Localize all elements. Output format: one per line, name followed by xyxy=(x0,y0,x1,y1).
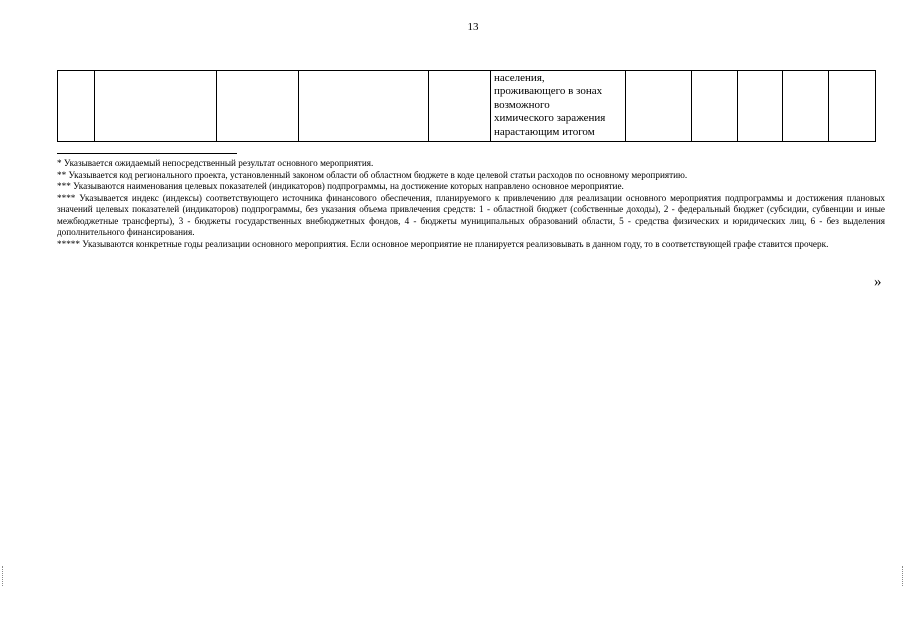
indicator-line-4: химического заражения xyxy=(494,112,606,125)
indicator-cell xyxy=(491,71,626,142)
page-number: 13 xyxy=(467,21,479,33)
footnote-4: **** Указывается индекс (индексы) соответствующего источника финансового обеспечения, планируемого к привлечению для реализации основного мероприятия подпрограммы и достижения плановых значений целевых показателей (индикаторов) подпрограммы, без указания объема привлечения средств: 1 - областной бюджет (собственные доходы), 2 - федеральный бюджет (субсидии, субвенции и иные межбюджетные трансферты), 3 - бюджеты государственных внебюджетных фондов, 4 - бюджеты муниципальных образований области, 5 - средства физических и юридических лиц, 6 - без выделения дополнительного финансирования. xyxy=(57,192,885,237)
footnotes-block xyxy=(57,158,885,250)
table-cell-10 xyxy=(783,71,829,142)
right-scan-mark xyxy=(902,566,904,586)
table-cell-7 xyxy=(626,71,692,142)
footnote-1: * Указывается ожидаемый непосредственный результат основного мероприятия. xyxy=(57,158,374,168)
table-row xyxy=(58,71,876,142)
table-cell-5 xyxy=(429,71,491,142)
indicator-line-3: возможного xyxy=(494,98,550,111)
closing-quote: » xyxy=(874,274,882,290)
table-cell-11 xyxy=(829,71,876,142)
footnote-5: ***** Указываются конкретные годы реализации основного мероприятия. Если основное мероприятие не планируется реализовывать в данном году, то в соответствующей графе ставится прочерк. xyxy=(57,238,829,249)
table-cell-9 xyxy=(738,71,783,142)
indicator-line-1: населения, xyxy=(494,72,545,84)
footnote-2: ** Указывается код регионального проекта, установленный законом области об областном бюджете в коде целевой статьи расходов по основному мероприятию. xyxy=(57,169,688,180)
left-scan-mark xyxy=(2,566,4,586)
table-cell-8 xyxy=(692,71,738,142)
table-cell-3 xyxy=(217,71,299,142)
table-cell-2 xyxy=(95,71,217,142)
footnote-3: *** Указываются наименования целевых показателей (индикаторов) подпрограммы, на достижение которых направлено основное мероприятие. xyxy=(57,181,624,191)
table-cell-1 xyxy=(58,71,95,142)
indicator-line-2: проживающего в зонах xyxy=(494,85,603,98)
indicator-line-5: нарастающим итогом xyxy=(494,125,595,138)
footnote-separator xyxy=(57,153,237,154)
table-cell-4 xyxy=(299,71,429,142)
continuation-table xyxy=(57,70,876,142)
